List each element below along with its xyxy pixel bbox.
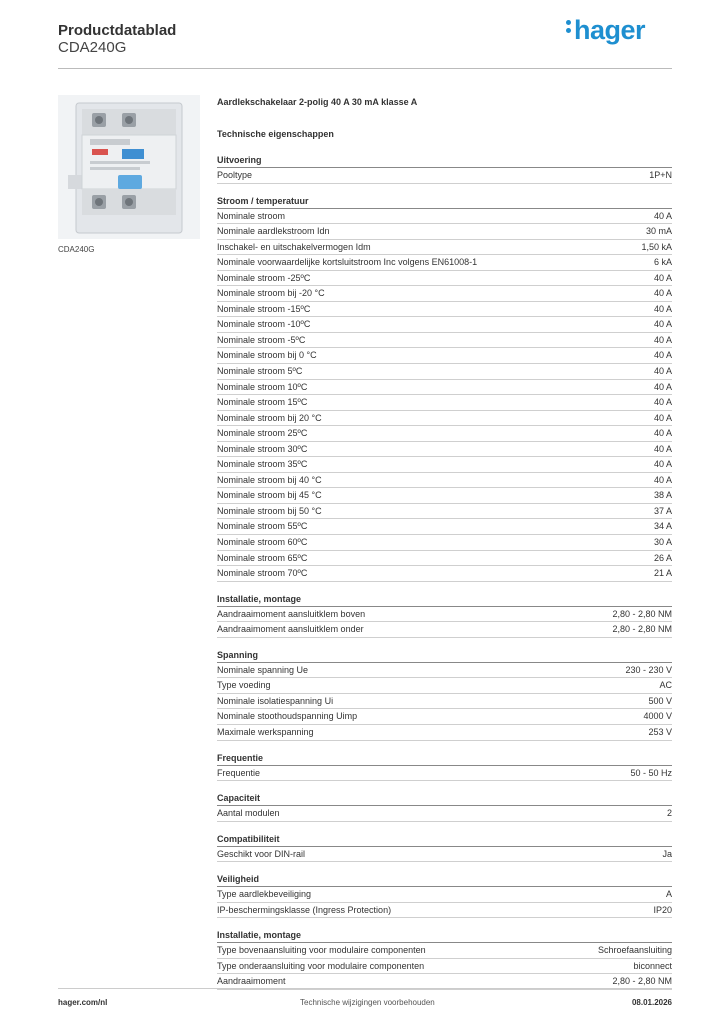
- spec-row: [217, 709, 672, 725]
- spec-value: 40 A: [653, 397, 672, 408]
- spec-row: [217, 209, 672, 225]
- spec-value: 2: [666, 808, 672, 819]
- spec-value: 40 A: [653, 366, 672, 377]
- spec-row: [217, 519, 672, 535]
- section-title: Spanning: [217, 649, 672, 663]
- spec-row: [217, 504, 672, 520]
- spec-label: Aantal modulen: [217, 808, 280, 819]
- spec-label: Nominale stroom bij 0 °C: [217, 350, 317, 361]
- spec-value: 40 A: [653, 428, 672, 439]
- spec-row: [217, 943, 672, 959]
- spec-value: 6 kA: [653, 257, 672, 268]
- spec-value: 253 V: [648, 726, 672, 737]
- spec-row: [217, 607, 672, 623]
- spec-label: Type bovenaansluiting voor modulaire componenten: [217, 945, 426, 956]
- spec-value: 34 A: [653, 521, 672, 532]
- spec-row: [217, 168, 672, 184]
- spec-value: AC: [659, 680, 672, 691]
- spec-label: Nominale spanning Ue: [217, 664, 309, 675]
- spec-row: [217, 240, 672, 256]
- spec-label: Pooltype: [217, 170, 253, 180]
- spec-row: [217, 694, 672, 710]
- spec-label: Nominale stroom bij 45 °C: [217, 490, 322, 501]
- header-divider: [58, 68, 672, 69]
- spec-value: Ja: [662, 848, 672, 859]
- spec-label: Nominale stroom -15ºC: [217, 303, 311, 314]
- spec-value: 40 A: [653, 443, 672, 454]
- spec-label: Nominale stroom 70ºC: [217, 568, 308, 579]
- tech-heading: Technische eigenschappen: [217, 129, 334, 139]
- spec-value: 40 A: [653, 210, 672, 221]
- hager-logo: [566, 15, 645, 46]
- spec-row: [217, 663, 672, 679]
- spec-section: [217, 833, 672, 863]
- section-title: Installatie, montage: [217, 929, 672, 943]
- spec-row: [217, 426, 672, 442]
- spec-row: [217, 348, 672, 364]
- spec-section: [217, 154, 672, 184]
- spec-label: Nominale stroom 35ºC: [217, 459, 308, 470]
- spec-value: 40 A: [653, 412, 672, 423]
- spec-row: [217, 473, 672, 489]
- spec-section: [217, 792, 672, 822]
- spec-value: 40 A: [653, 303, 672, 314]
- spec-value: 40 A: [653, 288, 672, 299]
- spec-label: Nominale stroom: [217, 210, 286, 221]
- spec-label: Nominale stoothoudspanning Uimp: [217, 711, 358, 722]
- spec-row: [217, 395, 672, 411]
- section-title: Uitvoering: [217, 154, 672, 168]
- spec-label: Nominale stroom bij -20 °C: [217, 288, 325, 299]
- spec-value: 40 A: [653, 381, 672, 392]
- product-image: [58, 95, 200, 239]
- spec-label: Nominale stroom 25ºC: [217, 428, 308, 439]
- spec-label: Aandraaimoment: [217, 976, 286, 987]
- spec-value: 40 A: [653, 474, 672, 485]
- section-title: Installatie, montage: [217, 593, 672, 607]
- spec-section: [217, 649, 672, 741]
- spec-label: Nominale voorwaardelijke kortsluitstroom Inc volgens EN61008-1: [217, 257, 478, 268]
- spec-label: Maximale werkspanning: [217, 726, 314, 737]
- spec-value: 4000 V: [643, 711, 672, 722]
- spec-row: [217, 887, 672, 903]
- spec-value: 40 A: [653, 272, 672, 283]
- spec-value: 2,80 - 2,80 NM: [612, 608, 672, 619]
- spec-label: Nominale stroom -10ºC: [217, 319, 311, 330]
- spec-label: Nominale stroom 60ºC: [217, 537, 308, 548]
- product-code: CDA240G: [58, 39, 127, 56]
- spec-row: [217, 566, 672, 582]
- logo-text: hager: [574, 15, 646, 45]
- section-title: Compatibiliteit: [217, 833, 672, 847]
- spec-value: 500 V: [648, 695, 672, 706]
- spec-value: 1,50 kA: [641, 241, 672, 252]
- spec-value: biconnect: [633, 960, 672, 971]
- spec-value: 2,80 - 2,80 NM: [612, 624, 672, 635]
- spec-section: [217, 752, 672, 782]
- spec-value: IP20: [653, 904, 672, 915]
- spec-row: [217, 411, 672, 427]
- spec-value: 40 A: [653, 350, 672, 361]
- footer-website: hager.com/nl: [58, 998, 108, 1007]
- spec-label: Nominale stroom 30ºC: [217, 443, 308, 454]
- spec-label: Nominale isolatiespanning Ui: [217, 695, 334, 706]
- spec-value: 30 mA: [645, 226, 672, 237]
- spec-label: Nominale stroom 15ºC: [217, 397, 308, 408]
- spec-label: Type aardlekbeveiliging: [217, 889, 312, 900]
- spec-label: Nominale stroom 10ºC: [217, 381, 308, 392]
- spec-value: 40 A: [653, 319, 672, 330]
- image-caption: CDA240G: [58, 245, 95, 254]
- circuit-breaker-icon: [58, 95, 200, 239]
- spec-value: A: [665, 889, 672, 900]
- section-title: Frequentie: [217, 752, 672, 766]
- spec-row: [217, 622, 672, 638]
- spec-row: [217, 380, 672, 396]
- spec-section: [217, 929, 672, 990]
- spec-row: [217, 302, 672, 318]
- spec-section: [217, 873, 672, 918]
- spec-section: [217, 195, 672, 582]
- spec-value: 40 A: [653, 459, 672, 470]
- spec-label: IP-beschermingsklasse (Ingress Protection): [217, 904, 392, 915]
- footer-divider: [58, 988, 672, 989]
- spec-row: [217, 364, 672, 380]
- spec-label: Frequentie: [217, 767, 261, 778]
- spec-value: 50 - 50 Hz: [630, 767, 672, 778]
- spec-label: Aandraaimoment aansluitklem boven: [217, 608, 366, 619]
- spec-row: [217, 317, 672, 333]
- spec-value: 30 A: [653, 537, 672, 548]
- footer-date: 08.01.2026: [631, 998, 672, 1007]
- spec-sections: [217, 154, 672, 990]
- spec-label: Aandraaimoment aansluitklem onder: [217, 624, 364, 635]
- spec-label: Type onderaansluiting voor modulaire componenten: [217, 960, 425, 971]
- spec-row: [217, 442, 672, 458]
- spec-label: Nominale stroom bij 50 °C: [217, 505, 322, 516]
- spec-row: [217, 488, 672, 504]
- spec-label: Nominale stroom 65ºC: [217, 552, 308, 563]
- spec-label: Nominale aardlekstroom Idn: [217, 226, 330, 237]
- spec-value: 40 A: [653, 334, 672, 345]
- footer-disclaimer: Technische wijzigingen voorbehouden: [300, 998, 435, 1007]
- spec-value: 37 A: [653, 505, 672, 516]
- spec-section: [217, 593, 672, 638]
- spec-value: 2,80 - 2,80 NM: [612, 976, 672, 987]
- spec-label: Nominale stroom bij 40 °C: [217, 474, 322, 485]
- section-title: Veiligheid: [217, 873, 672, 887]
- spec-value: 1P+N: [649, 170, 672, 180]
- spec-label: Geschikt voor DIN-rail: [217, 848, 306, 859]
- spec-row: [217, 535, 672, 551]
- spec-label: Nominale stroom 5ºC: [217, 366, 303, 377]
- spec-label: Nominale stroom bij 20 °C: [217, 412, 322, 423]
- spec-row: [217, 286, 672, 302]
- spec-content: [217, 96, 672, 990]
- spec-label: Type voeding: [217, 680, 271, 691]
- spec-row: [217, 333, 672, 349]
- spec-value: 21 A: [653, 568, 672, 579]
- section-title: Capaciteit: [217, 792, 672, 806]
- spec-row: [217, 271, 672, 287]
- spec-row: [217, 725, 672, 741]
- product-name: Aardlekschakelaar 2-polig 40 A 30 mA klasse A: [217, 97, 418, 107]
- spec-value: Schroefaansluiting: [597, 945, 672, 956]
- spec-row: [217, 806, 672, 822]
- spec-row: [217, 551, 672, 567]
- spec-value: 230 - 230 V: [625, 664, 672, 675]
- spec-label: Nominale stroom 55ºC: [217, 521, 308, 532]
- spec-row: [217, 959, 672, 975]
- spec-row: [217, 766, 672, 782]
- spec-value: 26 A: [653, 552, 672, 563]
- section-title: Stroom / temperatuur: [217, 195, 672, 209]
- spec-row: [217, 903, 672, 919]
- page-title: Productdatablad: [58, 22, 177, 39]
- logo-dots-icon: [566, 17, 572, 36]
- spec-row: [217, 255, 672, 271]
- spec-label: Nominale stroom -5ºC: [217, 334, 306, 345]
- spec-row: [217, 224, 672, 240]
- spec-value: 38 A: [653, 490, 672, 501]
- spec-label: Inschakel- en uitschakelvermogen Idm: [217, 241, 371, 252]
- spec-row: [217, 847, 672, 863]
- spec-row: [217, 457, 672, 473]
- spec-row: [217, 678, 672, 694]
- spec-label: Nominale stroom -25ºC: [217, 272, 311, 283]
